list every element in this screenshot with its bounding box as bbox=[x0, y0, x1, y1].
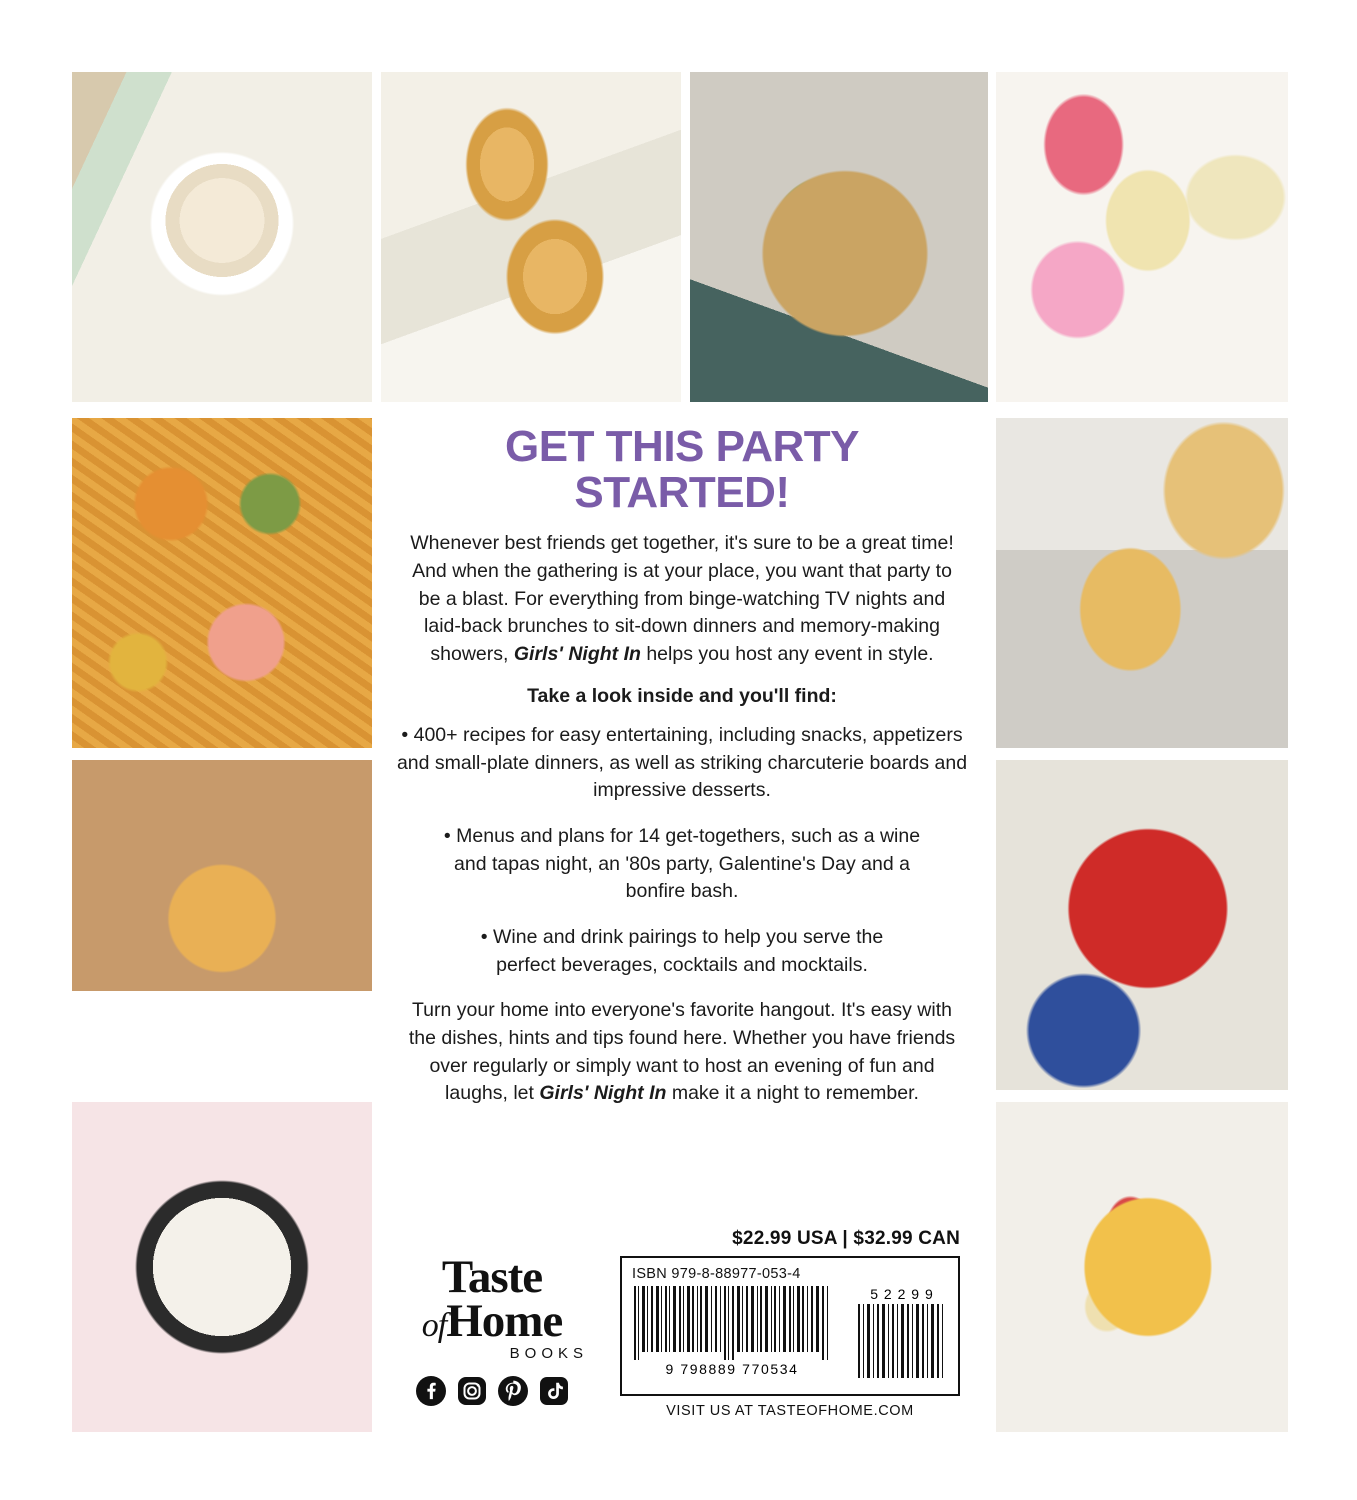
ean-digits: 9 798889 770534 bbox=[665, 1361, 799, 1377]
intro-text: Whenever best friends get together, it's sure to be a great time! And when the gathering is at your place, you want that party to be a blast. For everything from binge-watching TV nights and laid-back brunches to sit-down dinners and memory-making showers, bbox=[410, 532, 954, 666]
barcode-block bbox=[620, 1256, 960, 1396]
photo-mini-bundt-cakes bbox=[381, 72, 681, 402]
addon-digits: 5 2 2 9 9 bbox=[870, 1286, 934, 1302]
visit-website-line: VISIT US AT TASTEOFHOME.COM bbox=[666, 1403, 914, 1419]
logo-books-text: BOOKS bbox=[509, 1345, 588, 1363]
outro-paragraph bbox=[392, 997, 972, 1108]
headline: GET THIS PARTY STARTED! bbox=[505, 422, 859, 518]
publisher-logo bbox=[392, 1251, 592, 1406]
facebook-icon[interactable] bbox=[416, 1376, 446, 1406]
intro-text-end: helps you host any event in style. bbox=[640, 643, 934, 666]
isbn-label: ISBN 979-8-88977-053-4 bbox=[632, 1266, 801, 1282]
photo-beef-fajitas bbox=[996, 760, 1288, 1090]
logo-of-text: of bbox=[421, 1307, 447, 1345]
photo-pizza-box bbox=[72, 760, 372, 1090]
photo-summer-salad-bowl bbox=[690, 72, 988, 402]
ean5-addon-bars bbox=[856, 1304, 948, 1378]
photo-cheese-fondue bbox=[72, 72, 372, 402]
logo-home-text: Home bbox=[446, 1295, 563, 1348]
feature-bullet-1: • 400+ recipes for easy entertaining, including snacks, appetizers and small-plate dinners, as well as striking charcuterie boards and impressive desserts. bbox=[396, 723, 968, 802]
logo-taste-text: Taste bbox=[441, 1251, 543, 1303]
lead-in-line: Take a look inside and you'll find: bbox=[527, 684, 837, 707]
photo-fruit-salad bbox=[996, 1102, 1288, 1432]
photo-cookies-cream-pie bbox=[72, 1102, 372, 1432]
outro-text: Turn your home into everyone's favorite hangout. It's easy with the dishes, hints and tips found here. Whether you have friends over regularly or simply want to host an evening of fun and laughs, let bbox=[408, 999, 956, 1105]
back-cover-copy bbox=[392, 424, 972, 1124]
photo-cocktails bbox=[996, 72, 1288, 402]
logo-of-home-text bbox=[392, 1295, 592, 1348]
feature-bullet-2: • Menus and plans for 14 get-togethers, such as a wine and tapas night, an '80s party, Galentine's Day and a bonfire bash. bbox=[443, 824, 921, 903]
tiktok-icon[interactable] bbox=[539, 1376, 569, 1406]
intro-paragraph bbox=[392, 530, 972, 668]
pinterest-icon[interactable] bbox=[498, 1376, 528, 1406]
social-icons-row bbox=[392, 1376, 592, 1406]
ean13-bars bbox=[632, 1286, 832, 1360]
book-title-inline-2: Girls' Night In bbox=[539, 1082, 667, 1105]
photo-ham-sliders bbox=[996, 418, 1288, 748]
outro-text-end: make it a night to remember. bbox=[666, 1082, 919, 1105]
book-title-inline-1: Girls' Night In bbox=[513, 643, 641, 666]
instagram-icon[interactable] bbox=[457, 1376, 487, 1406]
feature-bullet-3: • Wine and drink pairings to help you serve the perfect beverages, cocktails and mocktails. bbox=[480, 925, 884, 976]
photo-fries-board bbox=[72, 418, 372, 748]
price-line: $22.99 USA | $32.99 CAN bbox=[732, 1228, 960, 1249]
